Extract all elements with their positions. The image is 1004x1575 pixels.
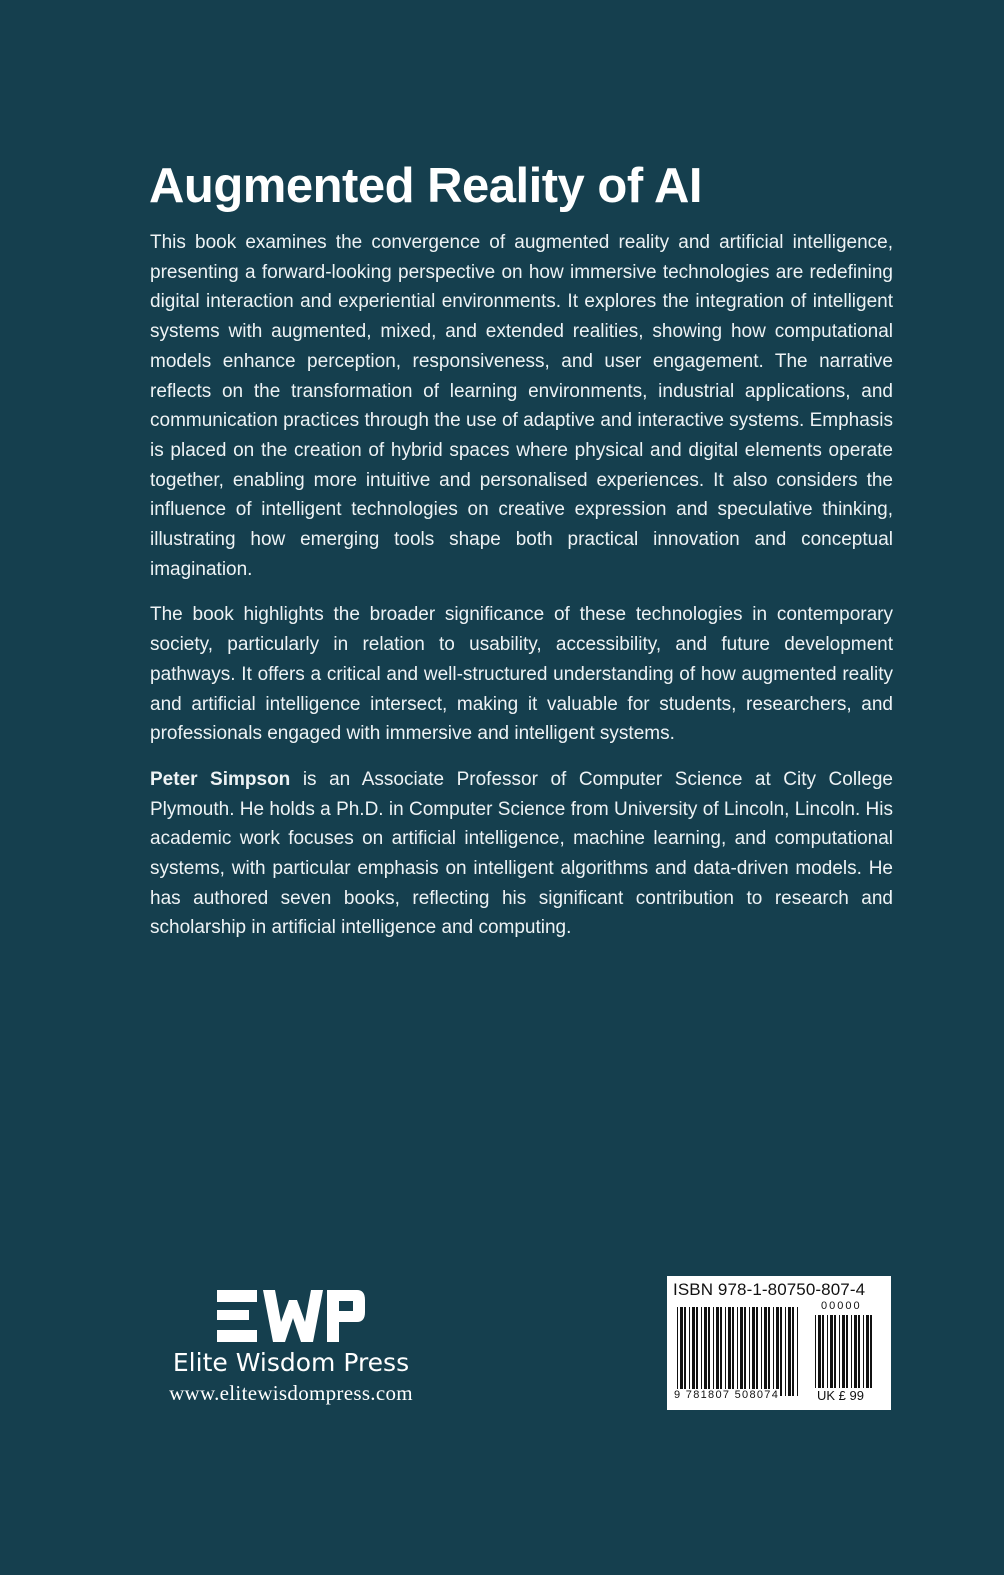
isbn-label: ISBN 978-1-80750-807-4	[673, 1280, 866, 1299]
description-paragraph-1: This book examines the convergence of augmented reality and artificial intelligence, presenting a forward-looking perspective on how immersive technologies are redefining digital interaction and experiential environments. It explores the integration of intelligent systems with augmented, mixed, and extended realities, showing how computational models enhance perception, responsiveness, and user engagement. The narrative reflects on the transformation of learning environments, industrial applications, and communication practices through the use of adaptive and interactive systems. Emphasis is placed on the creation of hybrid spaces where physical and digital elements operate together, enabling more intuitive and personalised experiences. It also considers the influence of intelligent technologies on creative expression and speculative thinking, illustrating how emerging tools shape both practical innovation and conceptual imagination.	[150, 232, 893, 580]
publisher-name: Elite Wisdom Press	[172, 1348, 410, 1377]
description-paragraph-2: The book highlights the broader significance of these technologies in contemporary society, particularly in relation to usability, accessibility, and future development pathways. It offers a critical and well-structured understanding of how augmented reality and artificial intelligence intersect, making it valuable for students, researchers, and professionals engaged with immersive and intelligent systems.	[150, 604, 893, 745]
publisher-url[interactable]: www.elitewisdompress.com	[169, 1381, 413, 1405]
book-description	[150, 228, 893, 943]
publisher-block	[148, 1290, 434, 1406]
author-bio: is an Associate Professor of Computer Science at City College Plymouth. He holds a Ph.D. in Computer Science from University of Lincoln, Lincoln. His academic work focuses on artificial intelligence, machine learning, and computational systems, with particular emphasis on intelligent algorithms and data-driven models. He has authored seven books, reflecting his significant contribution to research and scholarship in artificial intelligence and computing.	[150, 768, 893, 939]
author-bio-paragraph	[150, 765, 893, 943]
price-label: UK £ 99	[817, 1388, 864, 1403]
addon-digits: 00000	[821, 1300, 862, 1312]
author-name: Peter Simpson	[150, 768, 291, 790]
isbn-barcode	[667, 1276, 891, 1410]
book-title: Augmented Reality of AI	[149, 159, 702, 213]
ewp-logo-icon	[217, 1290, 365, 1342]
barcode-digits: 9 781807 508074	[674, 1389, 780, 1401]
